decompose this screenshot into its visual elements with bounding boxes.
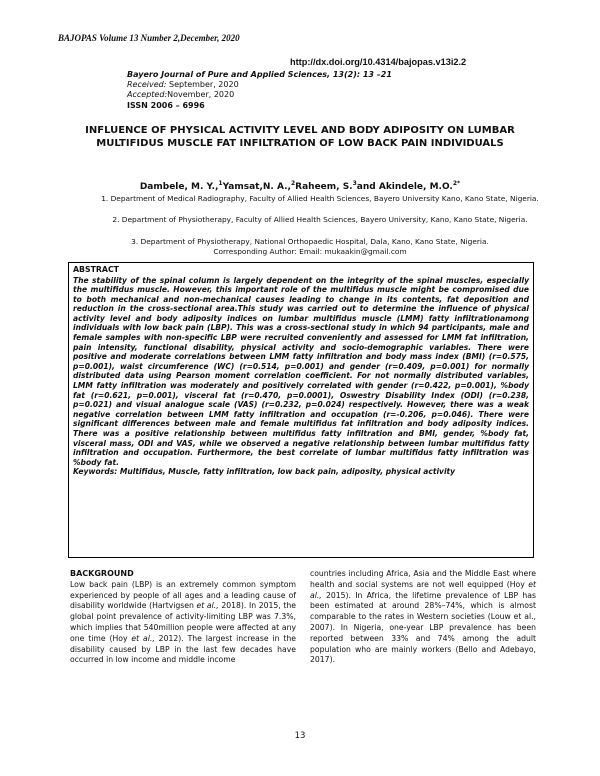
right-italic-1: et al.,: [310, 579, 536, 600]
accepted-value: November, 2020: [167, 90, 235, 100]
keywords: Keywords: Multifidus, Muscle, fatty infiltration, low back pain, adiposity, physical activity: [73, 467, 456, 477]
affiliation-3-text: 3. Department of Physiotherapy, National Orthopaedic Hospital, Dala, Kano, Kano State, Nigeria.: [131, 237, 489, 246]
doi-link[interactable]: http://dx.doi.org/10.4314/bajopas.v13i2.2: [290, 57, 467, 67]
affiliation-3: [60, 237, 560, 257]
issn: ISSN 2006 – 6996: [127, 100, 205, 110]
abstract-heading: ABSTRACT: [73, 265, 119, 274]
left-text-3: 2012). The largest increase in the disability caused by LBP in the last few decades have occurred in low income and middle income: [70, 633, 296, 665]
body-paragraph-right: [310, 569, 536, 666]
left-italic-2: et al.,: [131, 633, 155, 643]
accepted-date: [127, 90, 392, 100]
page-number: 13: [294, 731, 306, 741]
left-text-1: Low back pain (LBP) is an extremely common symptom experienced by people of all ages and a leading cause of disability worldwide (Hartvigsen: [70, 579, 296, 611]
author-1: Dambele, M. Y.,: [139, 182, 219, 192]
body-column-left: [70, 569, 296, 666]
abstract-text: The stability of the spinal column is largely dependent on the integrity of the spinal muscles, especially the multifidus muscle. However, this important role of the multifidus muscle might be compromised due to both mechanical and non-mechanical causes leading to change in its contents, fat deposition and reduction in the cross-sectional area.This study was carried out to determine the influence of physical activity level and body adiposity indices on lumbar multifidus muscle (LMM) fatty infiltrationamong individuals with low back pain (LBP). This was a cross-sectional study in which 94 participants, male and female samples with non-specific LBP were recruited conveniently and assessed for LMM fat infiltration, pain intensity, functional disability, physical activity and socio-demographic variables. There were positive and moderate correlations between LMM fatty infiltration and body mass index (BMI) (r=0.575, p=0.001), waist circumference (WC) (r=0.514, p=0.001) and gender (r=0.409, p=0.001) for normally distributed data using Pearson moment correlation coefficient. For not normally distributed variables, LMM fatty infiltration was moderately and positively correlated with gender (r=0.422, p=0.001), %body fat (r=0.621, p=0.001), visceral fat (r=0.470, p=0.0001), Oswestry Disability Index (ODI) (r=0.238, p=0.021) and visual analogue scale (VAS) (r=0.232, p=0.024) respectively. However, there was a weak negative correlation between LMM fatty infiltration and occupation (r=-0.206, p=0.046). There were significant differences between male and female multifidus fat infiltration and body adiposity indices. There was a positive relationship between multifidus fatty infiltration and BMI, gender, %body fat, visceral mass, ODI and VAS, while we observed a negative relationship between lumbar multifidus fatty infiltration and occupation. Furthermore, the best correlate of lumbar multifidus fatty infiltration was %body fat.: [73, 275, 529, 467]
right-text-2: 2015). In Africa, the lifetime prevalence of LBP has been estimated at around 28%–74%, which is almost comparable to the rates in Western societies (Louw et al., 2007). In Nigeria, one-year LBP prevalence has been reported between 33% and 74% among the adult population who are mainly workers (Bello and Adebayo, 2017).: [310, 590, 536, 665]
corresponding-author: Corresponding Author: Email: mukaakin@gmail.com: [213, 247, 407, 256]
author-list: [0, 180, 600, 192]
right-text-1: countries including Africa, Asia and the Middle East where health and social systems are not well equipped (Hoy: [310, 569, 536, 589]
body-column-right: [310, 569, 536, 666]
author-2-superscript: 1: [218, 180, 223, 187]
affiliation-2: 2. Department of Physiotherapy, Faculty of Allied Health Sciences, Bayero University, Kano, Kano State, Nigeria.: [112, 215, 528, 224]
affiliation-1: 1. Department of Medical Radiography, Faculty of Allied Health Sciences, Bayero University Kano, Kano State, Nigeria.: [101, 194, 539, 203]
received-date: [127, 80, 392, 90]
received-label: Received:: [127, 80, 167, 90]
paper-title: INFLUENCE OF PHYSICAL ACTIVITY LEVEL AND BODY ADIPOSITY ON LUMBAR MULTIFIDUS MUSCLE FAT INFILTRATION OF LOW BACK PAIN INDIVIDUALS: [85, 125, 515, 149]
section-heading-background: BACKGROUND: [70, 569, 134, 578]
received-value: September, 2020: [166, 80, 239, 90]
body-paragraph-left: [70, 580, 296, 666]
author-3-superscript: 2: [290, 180, 296, 187]
journal-header: [127, 70, 392, 111]
accepted-label: Accepted:: [127, 90, 168, 100]
running-head: BAJOPAS Volume 13 Number 2,December, 2020: [58, 33, 240, 43]
abstract-box: [68, 262, 534, 558]
author-4-superscript: 3: [352, 180, 357, 187]
author-2: Yamsat,N. A.,: [222, 182, 291, 192]
journal-name: Bayero Journal of Pure and Applied Sciences, 13(2): 13 –21: [127, 70, 392, 79]
author-4-affiliation-mark: 2*: [452, 180, 461, 187]
author-3: Raheem, S.: [295, 182, 353, 192]
left-italic-1: et al.,: [196, 601, 219, 611]
author-4: and Akindele, M.O.: [356, 182, 453, 192]
left-text-2: 2018). In 2015, the global point prevalence of activity-limiting LBP was 7.3%, which implies that 540million people were affected at any one time (Hoy: [70, 601, 297, 643]
